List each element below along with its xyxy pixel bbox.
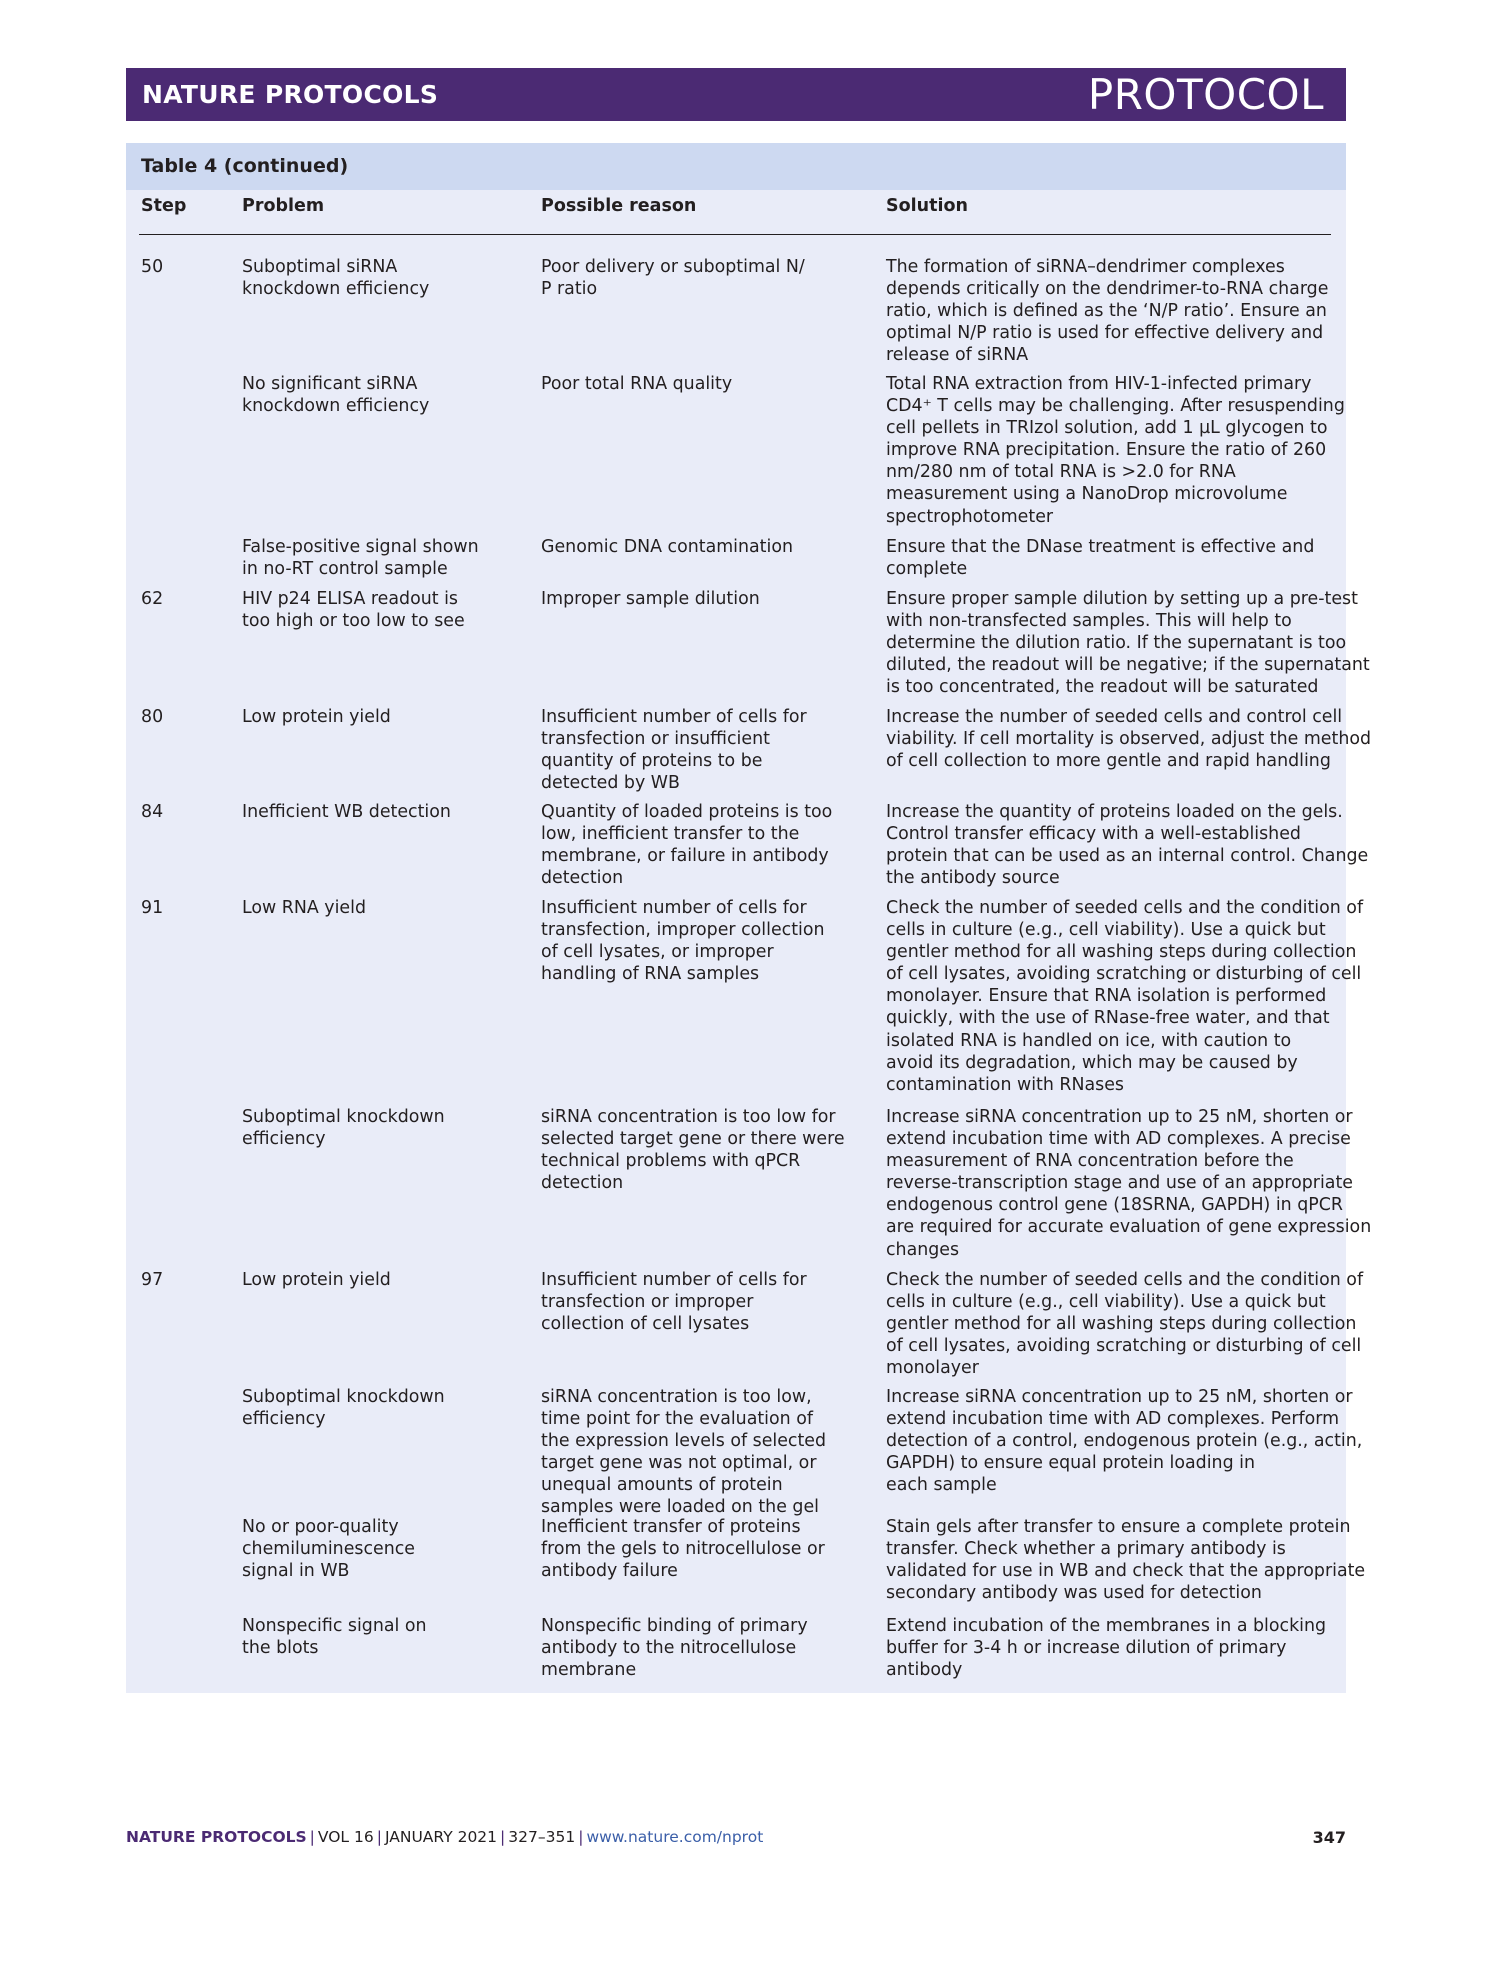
solution-cell-line: isolated RNA is handled on ice, with caution to: [886, 1030, 1292, 1051]
footer-journal: NATURE PROTOCOLS: [126, 1828, 307, 1846]
problem-cell: [242, 588, 465, 632]
solution-cell-line: release of siRNA: [886, 345, 1029, 366]
solution-cell-line: changes: [886, 1239, 960, 1260]
solution-cell-line: measurement using a NanoDrop microvolume: [886, 484, 1288, 505]
reason-cell: [541, 897, 825, 985]
solution-cell: [886, 897, 1363, 1096]
article-type: PROTOCOL: [1087, 70, 1324, 119]
reason-cell-line: detected by WB: [541, 773, 680, 794]
solution-cell-line: Increase siRNA concentration up to 25 nM, shorten or: [886, 1107, 1353, 1127]
problem-cell-line: HIV p24 ELISA readout is: [242, 589, 458, 609]
solution-cell-line: buffer for 3-4 h or increase dilution of primary: [886, 1638, 1287, 1659]
solution-cell-line: cells in culture (e.g., cell viability). Use a quick but: [886, 920, 1326, 941]
solution-cell: [886, 1106, 1371, 1261]
reason-cell-line: Improper sample dilution: [541, 589, 760, 609]
solution-cell-line: of cell lysates, avoiding scratching or disturbing of cell: [886, 964, 1362, 985]
problem-cell-line: No significant siRNA: [242, 374, 418, 394]
reason-cell-line: Insufficient number of cells for: [541, 707, 807, 727]
footer-volume: VOL 16: [317, 1828, 374, 1846]
problem-cell-line: knockdown efficiency: [242, 279, 430, 300]
solution-cell-line: optimal N/P ratio is used for effective delivery and: [886, 323, 1324, 344]
problem-cell-line: in no-RT control sample: [242, 559, 448, 580]
solution-cell-line: Ensure that the DNase treatment is effective and: [886, 537, 1315, 557]
problem-cell: [242, 1269, 391, 1291]
step-cell: 84: [141, 802, 164, 822]
reason-cell-line: antibody failure: [541, 1561, 678, 1582]
solution-cell-line: transfer. Check whether a primary antibody is: [886, 1539, 1286, 1560]
reason-cell: [541, 801, 832, 889]
solution-cell-line: cells in culture (e.g., cell viability). Use a quick but: [886, 1292, 1326, 1313]
reason-cell-line: technical problems with qPCR: [541, 1151, 801, 1172]
reason-cell-line: target gene was not optimal, or: [541, 1453, 817, 1474]
solution-cell-line: CD4⁺ T cells may be challenging. After resuspending: [886, 396, 1345, 417]
problem-cell-line: Suboptimal siRNA: [242, 257, 398, 277]
column-header-problem: Problem: [242, 196, 325, 216]
solution-cell-line: reverse-transcription stage and use of an appropriate: [886, 1173, 1353, 1194]
solution-cell-line: Total RNA extraction from HIV-1-infected primary: [886, 374, 1312, 394]
solution-cell-line: avoid its degradation, which may be caused by: [886, 1052, 1298, 1073]
journal-header-bar: [126, 68, 1346, 121]
solution-cell-line: Increase the number of seeded cells and control cell: [886, 707, 1343, 727]
problem-cell-line: False-positive signal shown: [242, 537, 479, 557]
reason-cell-line: Inefficient transfer of proteins: [541, 1517, 801, 1537]
reason-cell-line: time point for the evaluation of: [541, 1409, 813, 1430]
step-cell: 62: [141, 589, 164, 609]
step-cell: 97: [141, 1270, 164, 1290]
reason-cell-line: unequal amounts of protein: [541, 1475, 783, 1496]
problem-cell: [242, 536, 479, 580]
problem-cell-line: efficiency: [242, 1409, 326, 1430]
reason-cell-line: transfection, improper collection: [541, 920, 825, 941]
reason-cell: [541, 256, 805, 300]
problem-cell-line: Suboptimal knockdown: [242, 1387, 445, 1407]
problem-cell-line: knockdown efficiency: [242, 396, 430, 417]
reason-cell: [541, 706, 807, 794]
solution-cell: [886, 588, 1370, 698]
solution-cell-line: ratio, which is defined as the ‘N/P ratio’. Ensure an: [886, 301, 1327, 322]
reason-cell: [541, 1106, 845, 1194]
solution-cell: [886, 1386, 1362, 1496]
reason-cell-line: siRNA concentration is too low for: [541, 1107, 836, 1127]
reason-cell-line: Genomic DNA contamination: [541, 537, 793, 557]
solution-cell: [886, 1615, 1326, 1681]
problem-cell: [242, 1615, 427, 1659]
solution-cell-line: of cell collection to more gentle and rapid handling: [886, 751, 1331, 772]
reason-cell: [541, 536, 793, 558]
solution-cell-line: complete: [886, 559, 968, 580]
reason-cell-line: Poor delivery or suboptimal N/: [541, 257, 805, 277]
solution-cell-line: Stain gels after transfer to ensure a complete protein: [886, 1517, 1351, 1537]
reason-cell-line: Poor total RNA quality: [541, 374, 733, 394]
solution-cell-line: extend incubation time with AD complexes. Perform: [886, 1409, 1340, 1430]
reason-cell-line: membrane: [541, 1660, 637, 1681]
step-cell: 50: [141, 257, 164, 277]
troubleshooting-table: [126, 143, 1372, 1693]
problem-cell-line: too high or too low to see: [242, 611, 465, 632]
footer-url-link[interactable]: www.nature.com/nprot: [586, 1828, 764, 1846]
solution-cell-line: antibody: [886, 1660, 963, 1681]
column-header-solution: Solution: [886, 196, 968, 216]
problem-cell: [242, 706, 391, 728]
solution-cell-line: gentler method for all washing steps during collection: [886, 1314, 1357, 1335]
solution-cell: [886, 801, 1368, 889]
problem-cell: [242, 1106, 445, 1150]
step-cell: 91: [141, 898, 164, 918]
reason-cell-line: Nonspecific binding of primary: [541, 1616, 808, 1636]
problem-cell-line: efficiency: [242, 1129, 326, 1150]
solution-cell: [886, 373, 1345, 528]
reason-cell: [541, 1615, 808, 1681]
page-number: 347: [1312, 1828, 1346, 1847]
solution-cell-line: GAPDH) to ensure equal protein loading in: [886, 1453, 1255, 1474]
problem-cell: [242, 1386, 445, 1430]
solution-cell: [886, 1269, 1363, 1379]
page-footer: NATURE PROTOCOLS | VOL 16 | JANUARY 2021 | 327–351 | www.nature.com/nprot 347: [126, 1828, 1346, 1847]
solution-cell: [886, 1516, 1365, 1604]
solution-cell-line: protein that can be used as an internal control. Change: [886, 846, 1369, 867]
solution-cell-line: viability. If cell mortality is observed, adjust the method: [886, 729, 1372, 750]
solution-cell: [886, 256, 1328, 366]
solution-cell-line: The formation of siRNA–dendrimer complexes: [886, 257, 1285, 277]
solution-cell-line: monolayer. Ensure that RNA isolation is performed: [886, 986, 1327, 1007]
reason-cell-line: collection of cell lysates: [541, 1314, 750, 1335]
solution-cell-line: determine the dilution ratio. If the supernatant is too: [886, 633, 1347, 654]
reason-cell-line: Insufficient number of cells for: [541, 1270, 807, 1290]
reason-cell-line: siRNA concentration is too low,: [541, 1387, 812, 1407]
reason-cell-line: detection: [541, 868, 624, 889]
reason-cell-line: Insufficient number of cells for: [541, 898, 807, 918]
solution-cell-line: the antibody source: [886, 868, 1060, 889]
problem-cell: [242, 373, 429, 417]
solution-cell-line: Check the number of seeded cells and the condition of: [886, 898, 1364, 918]
solution-cell-line: diluted, the readout will be negative; if the supernatant: [886, 655, 1370, 676]
solution-cell-line: gentler method for all washing steps during collection: [886, 942, 1357, 963]
reason-cell-line: of cell lysates, or improper: [541, 942, 774, 963]
reason-cell-line: samples were loaded on the gel: [541, 1497, 819, 1518]
step-cell: 80: [141, 707, 164, 727]
reason-cell-line: the expression levels of selected: [541, 1431, 827, 1452]
header-rule: [139, 234, 1331, 235]
solution-cell-line: improve RNA precipitation. Ensure the ratio of 260: [886, 440, 1327, 461]
solution-cell-line: measurement of RNA concentration before the: [886, 1151, 1294, 1172]
problem-cell-line: the blots: [242, 1638, 319, 1659]
solution-cell-line: detection of a control, endogenous protein (e.g., actin,: [886, 1431, 1363, 1452]
solution-cell-line: with non-transfected samples. This will help to: [886, 611, 1292, 632]
solution-cell-line: endogenous control gene (18SRNA, GAPDH) in qPCR: [886, 1195, 1343, 1216]
reason-cell-line: detection: [541, 1173, 624, 1194]
solution-cell-line: Control transfer efficacy with a well-established: [886, 824, 1301, 845]
reason-cell-line: P ratio: [541, 279, 598, 300]
reason-cell: [541, 588, 760, 610]
column-header-step: Step: [141, 196, 187, 216]
problem-cell-line: signal in WB: [242, 1561, 350, 1582]
solution-cell-line: each sample: [886, 1475, 997, 1496]
table-title: Table 4 (continued): [141, 155, 349, 177]
solution-cell-line: secondary antibody was used for detection: [886, 1583, 1262, 1604]
reason-cell-line: antibody to the nitrocellulose: [541, 1638, 797, 1659]
solution-cell-line: Increase the quantity of proteins loaded on the gels.: [886, 802, 1343, 822]
solution-cell-line: quickly, with the use of RNase-free water, and that: [886, 1008, 1330, 1029]
reason-cell-line: selected target gene or there were: [541, 1129, 845, 1150]
reason-cell-line: from the gels to nitrocellulose or: [541, 1539, 825, 1560]
solution-cell-line: Increase siRNA concentration up to 25 nM, shorten or: [886, 1387, 1353, 1407]
reason-cell-line: handling of RNA samples: [541, 964, 760, 985]
solution-cell-line: Ensure proper sample dilution by setting up a pre-test: [886, 589, 1358, 609]
solution-cell-line: of cell lysates, avoiding scratching or disturbing of cell: [886, 1336, 1362, 1357]
reason-cell-line: transfection or improper: [541, 1292, 754, 1313]
solution-cell-line: is too concentrated, the readout will be saturated: [886, 677, 1319, 698]
table-title-band: [126, 143, 1346, 190]
solution-cell-line: spectrophotometer: [886, 506, 1054, 527]
problem-cell-line: Low protein yield: [242, 1270, 391, 1290]
reason-cell: [541, 373, 732, 395]
solution-cell: [886, 706, 1371, 772]
solution-cell-line: Extend incubation of the membranes in a blocking: [886, 1616, 1327, 1636]
reason-cell-line: Quantity of loaded proteins is too: [541, 802, 833, 822]
footer-date: JANUARY 2021: [384, 1828, 498, 1846]
problem-cell-line: Inefficient WB detection: [242, 802, 451, 822]
reason-cell: [541, 1269, 807, 1335]
solution-cell-line: cell pellets in TRIzol solution, add 1 µL glycogen to: [886, 418, 1328, 439]
problem-cell-line: No or poor-quality: [242, 1517, 399, 1537]
reason-cell-line: membrane, or failure in antibody: [541, 846, 829, 867]
problem-cell-line: chemiluminescence: [242, 1539, 416, 1560]
reason-cell-line: quantity of proteins to be: [541, 751, 763, 772]
solution-cell-line: Check the number of seeded cells and the condition of: [886, 1270, 1364, 1290]
problem-cell: [242, 897, 366, 919]
reason-cell: [541, 1516, 825, 1582]
solution-cell-line: monolayer: [886, 1358, 979, 1379]
solution-cell-line: are required for accurate evaluation of gene expression: [886, 1217, 1372, 1238]
column-header-reason: Possible reason: [541, 196, 697, 216]
problem-cell: [242, 801, 451, 823]
problem-cell-line: Low RNA yield: [242, 898, 366, 918]
solution-cell-line: extend incubation time with AD complexes. A precise: [886, 1129, 1351, 1150]
solution-cell: [886, 536, 1314, 580]
problem-cell-line: Low protein yield: [242, 707, 391, 727]
reason-cell: [541, 1386, 826, 1519]
solution-cell-line: validated for use in WB and check that the appropriate: [886, 1561, 1366, 1582]
journal-name: NATURE PROTOCOLS: [142, 80, 439, 109]
reason-cell-line: transfection or insufficient: [541, 729, 770, 750]
problem-cell-line: Suboptimal knockdown: [242, 1107, 445, 1127]
solution-cell-line: contamination with RNases: [886, 1074, 1124, 1095]
problem-cell: [242, 1516, 415, 1582]
reason-cell-line: low, inefficient transfer to the: [541, 824, 800, 845]
problem-cell: [242, 256, 429, 300]
problem-cell-line: Nonspecific signal on: [242, 1616, 427, 1636]
solution-cell-line: depends critically on the dendrimer-to-RNA charge: [886, 279, 1329, 300]
footer-pages: 327–351: [508, 1828, 576, 1846]
solution-cell-line: nm/280 nm of total RNA is >2.0 for RNA: [886, 462, 1236, 483]
